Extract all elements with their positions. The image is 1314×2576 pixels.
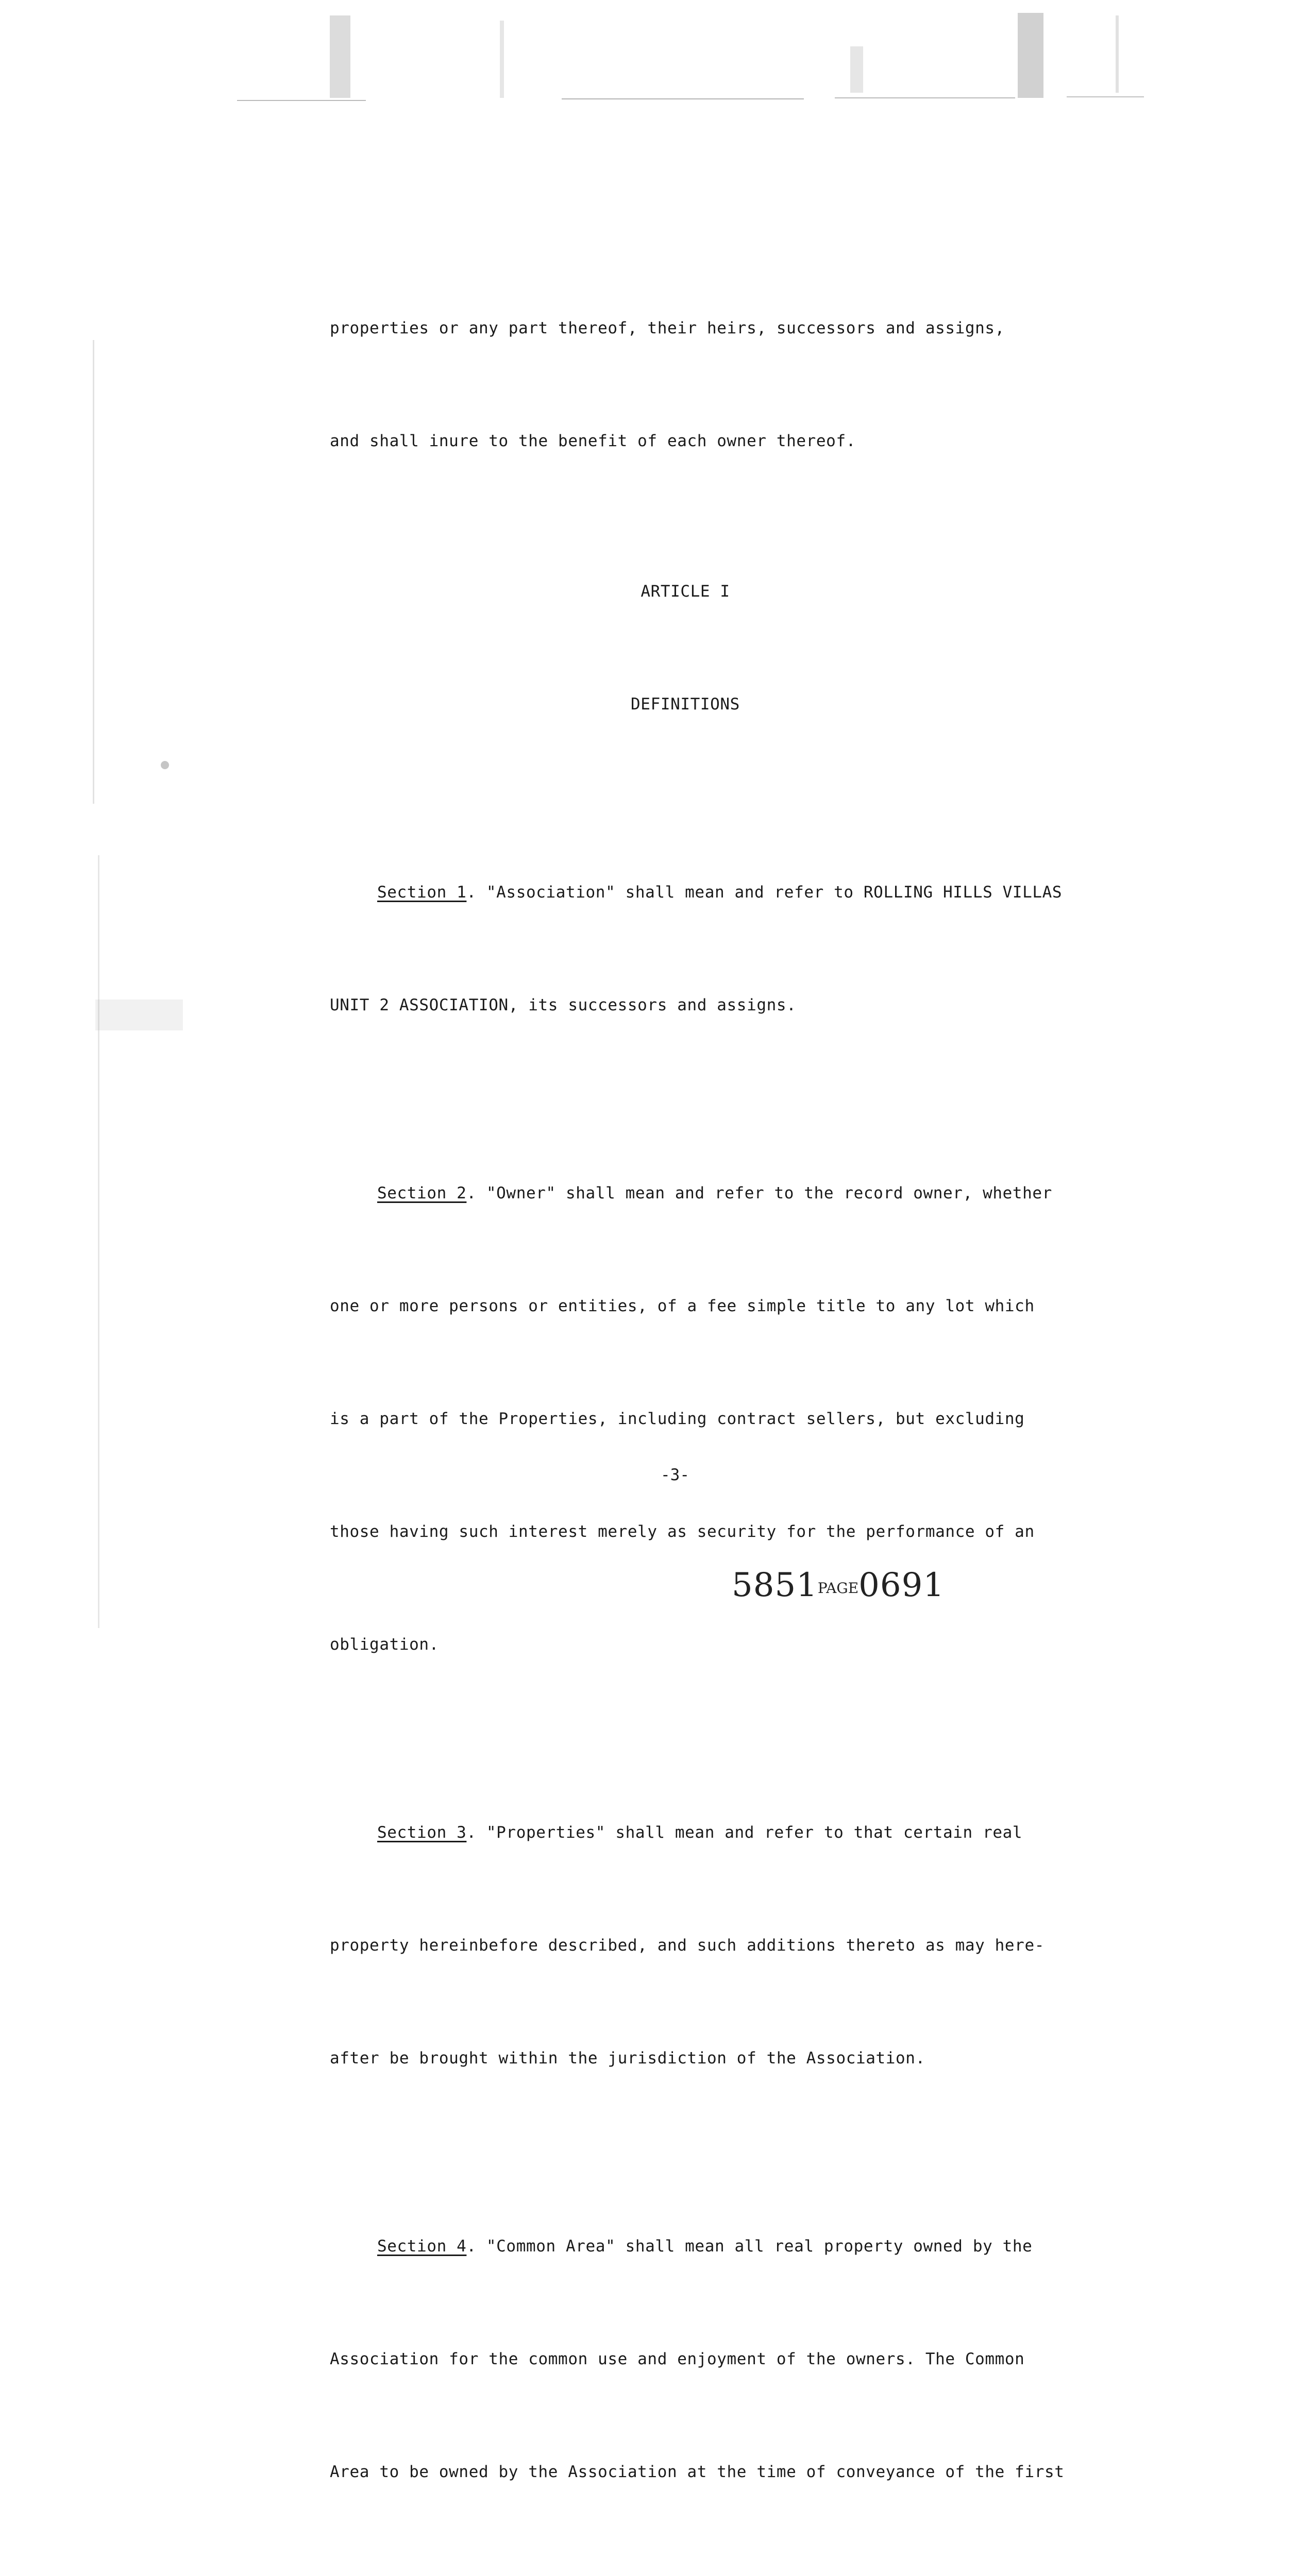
section-1-line-2: UNIT 2 ASSOCIATION, its successors and assigns. [330,996,797,1014]
section-3-line-3: after be brought within the jurisdiction of the Association. [330,2049,925,2067]
section-2-line-4: those having such interest merely as security for the performance of an [330,1522,1035,1541]
section-1-line-1: . "Association" shall mean and refer to ROLLING HILLS VILLAS [466,883,1063,902]
section-2-label: Section 2 [377,1184,467,1202]
section-4-label: Section 4 [377,2237,467,2256]
article-heading: ARTICLE I [641,582,730,601]
section-3-line-2: property hereinbefore described, and such additions thereto as may here- [330,1936,1045,1955]
section-2-line-3: is a part of the Properties, including contract sellers, but excluding [330,1410,1025,1428]
article-title: DEFINITIONS [631,695,740,714]
section-3-line-1: . "Properties" shall mean and refer to that certain real [466,1823,1023,1842]
stamp-book: 5851 [732,1566,818,1604]
section-4-line-2: Association for the common use and enjoyment of the owners. The Common [330,2350,1025,2368]
stamp-mid: PAGE [817,1580,859,1597]
section-2-first-line [330,1175,1052,1212]
scan-artifacts-top [0,0,1314,134]
page-number: -3- [661,1466,689,1484]
stamp-page: 0691 [858,1566,945,1604]
section-3-first-line [330,1814,1041,1852]
section-2-line-1: . "Owner" shall mean and refer to the record owner, whether [466,1184,1052,1202]
section-4-line-1: . "Common Area" shall mean all real property owned by the [466,2237,1033,2256]
section-1-label: Section 1 [377,883,467,902]
recording-stamp [732,1566,945,1604]
opening-line-1: properties or any part thereof, their heirs, successors and assigns, [330,319,1005,337]
section-1-first-line [330,874,1063,911]
section-2-line-2: one or more persons or entities, of a fee simple title to any lot which [330,1297,1035,1315]
section-3-label: Section 3 [377,1823,467,1842]
section-4-line-3: Area to be owned by the Association at the time of conveyance of the first [330,2463,1065,2481]
section-4-line-4 [330,2566,1041,2576]
document-body [330,234,1065,2576]
section-2-line-5: obligation. [330,1635,439,1654]
section-4-first-line [330,2228,1041,2265]
scan-artifacts-left-margin [82,134,206,1680]
opening-line-2: and shall inure to the benefit of each owner thereof. [330,432,856,450]
